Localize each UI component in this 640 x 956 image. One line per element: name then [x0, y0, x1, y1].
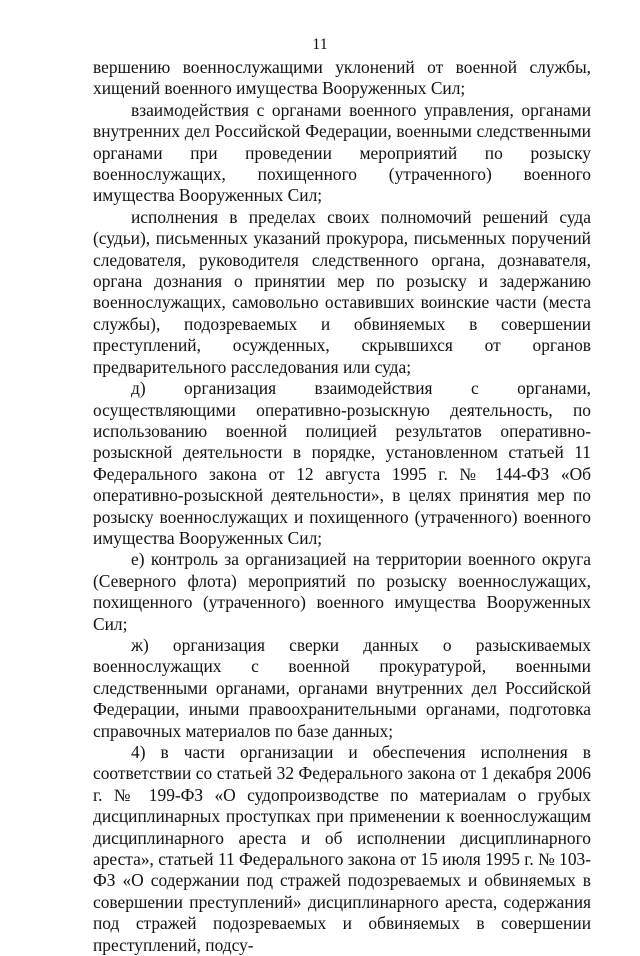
paragraph-item-d: д) организация взаимодействия с органами, осуществляющими оперативно-розыскную деятельность, по использованию военной полицией результатов оперативно-розыскной деятельности в порядке, установленном статьей 11 Федерального закона от 12 августа 1995 г. № 144-ФЗ «Об оперативно-розыскной деятельности», в целях принятия мер по розыску военнослужащих и похищенного (утраченного) военного имущества Вооруженных Сил;	[93, 378, 591, 548]
paragraph-execution-court-decisions: исполнения в пределах своих полномочий решений суда (судьи), письменных указаний прокурора, письменных поручений следователя, руководителя следственного органа, дознавателя, органа дознания о принятии мер по розыску и задержанию военнослужащих, самовольно оставивших воинские части (места службы), подозреваемых и обвиняемых в совершении преступлений, осужденных, скрывшихся от органов предварительного расследования или суда;	[93, 206, 591, 377]
paragraph-item-zh: ж) организация сверки данных о разыскиваемых военнослужащих с военной прокуратурой, военными следственными органами, органами внутренних дел Российской Федерации, иными правоохранительными органами, подготовка справочных материалов по базе данных;	[93, 634, 591, 741]
paragraph-item-4: 4) в части организации и обеспечения исполнения в соответствии со статьей 32 Федерального закона от 1 декабря 2006 г. № 199-ФЗ «О судопроизводстве по материалам о грубых дисциплинарных проступках при применении к военнослужащим дисциплинарного ареста и об исполнении дисциплинарного ареста», статьей 11 Федерального закона от 15 июля 1995 г. № 103-ФЗ «О содержании под стражей подозреваемых и обвиняемых в совершении преступлений» дисциплинарного ареста, содержания под стражей подозреваемых и обвиняемых в совершении преступлений, подсу-	[93, 742, 591, 955]
paragraph-interaction-military-authorities: взаимодействия с органами военного управления, органами внутренних дел Российской Федерации, военными следственными органами при проведении мероприятий по розыску военнослужащих, похищенного (утраченного) военного имущества Вооруженных Сил;	[93, 99, 591, 206]
page-number: 11	[312, 36, 328, 53]
paragraph-item-e: е) контроль за организацией на территории военного округа (Северного флота) мероприятий по розыску военнослужащих, похищенного (утраченного) военного имущества Вооруженных Сил;	[93, 549, 591, 634]
document-body	[93, 57, 591, 956]
paragraph-continuation: вершению военнослужащими уклонений от военной службы, хищений военного имущества Вооруженных Сил;	[93, 57, 591, 99]
